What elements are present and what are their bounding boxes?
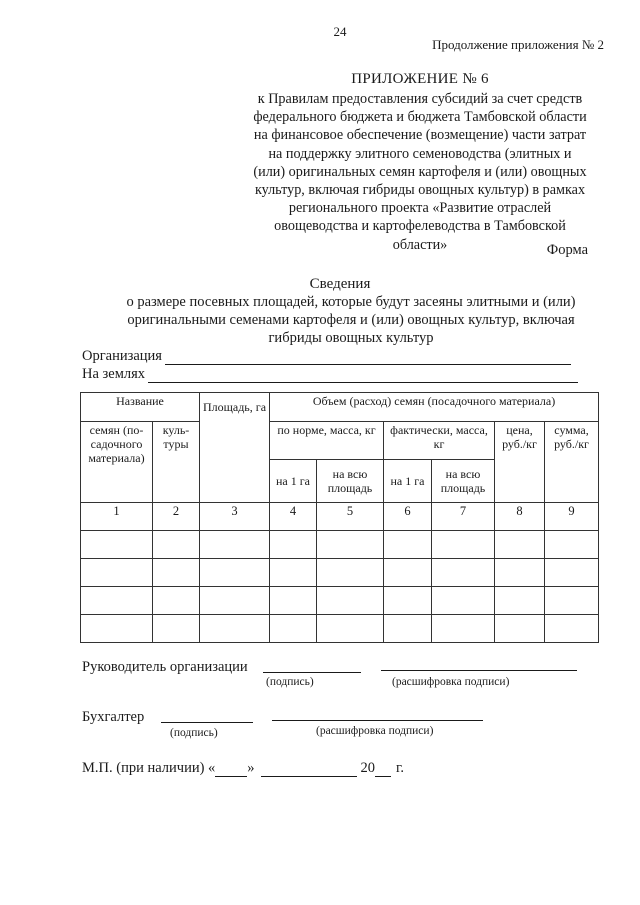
table-cell[interactable] (81, 559, 153, 587)
continuation-note: Продолжение приложения № 2 (432, 37, 604, 52)
table-cell[interactable] (317, 559, 384, 587)
table-cell[interactable] (200, 615, 270, 643)
stamp-label: М.П. (при наличии) « (82, 760, 216, 776)
page-number: 24 (333, 24, 347, 39)
appendix-subtitle-line: к Правилам предоставления субсидий за счет средств (257, 91, 583, 107)
table-cell[interactable] (384, 531, 432, 559)
table-cell[interactable] (270, 587, 317, 615)
table-cell[interactable] (200, 587, 270, 615)
accountant-signature-line[interactable] (161, 722, 253, 723)
appendix-subtitle-line: овощеводства и картофелеводства в Тамбовской (274, 218, 566, 235)
head-signature-line[interactable] (263, 672, 361, 673)
header-sum: сумма, руб./кг (545, 422, 599, 503)
appendix-title: ПРИЛОЖЕНИЕ № 6 (351, 71, 489, 87)
table-cell[interactable] (270, 615, 317, 643)
table-cell[interactable] (545, 587, 599, 615)
table-cell[interactable] (81, 615, 153, 643)
table-cell[interactable] (317, 587, 384, 615)
column-number: 2 (153, 503, 200, 531)
table-cell[interactable] (153, 587, 200, 615)
land-label: На землях (82, 366, 146, 382)
table-row (81, 587, 599, 615)
table-cell[interactable] (495, 615, 545, 643)
table-cell[interactable] (200, 559, 270, 587)
appendix-subtitle-line: на финансовое обеспечение (возмещение) части затрат (253, 127, 587, 144)
header-actual: фактически, масса, кг (384, 422, 495, 460)
header-by-norm: по норме, масса, кг (270, 422, 384, 460)
accountant-decode-hint: (расшифровка подписи) (316, 725, 434, 737)
table-cell[interactable] (432, 559, 495, 587)
table-cell[interactable] (495, 587, 545, 615)
column-number: 7 (432, 503, 495, 531)
head-decode-line[interactable] (381, 670, 577, 671)
header-per-ha: на 1 га (270, 460, 317, 503)
year-prefix: 20 (360, 760, 376, 776)
document-subtitle (96, 293, 606, 347)
date-month-line[interactable] (261, 764, 357, 777)
document-subtitle-line: оригинальными семенами картофеля и (или) овощных культур, включая (127, 312, 575, 328)
stamp-quote-close: » (247, 760, 255, 776)
appendix-subtitle-line: (или) оригинальных семян картофеля и (или) овощных (253, 163, 587, 180)
accountant-decode-line[interactable] (272, 720, 483, 721)
accountant-label: Бухгалтер (82, 709, 145, 725)
head-label: Руководитель организации (82, 659, 248, 675)
appendix-subtitle-line: культур, включая гибриды овощных культур) в рамках (254, 182, 586, 199)
column-number: 9 (545, 503, 599, 531)
appendix-subtitle-line: регионального проекта «Развитие отраслей (288, 200, 552, 217)
table-row (81, 615, 599, 643)
seed-area-table (80, 392, 599, 643)
land-field (82, 366, 578, 383)
land-input-line[interactable] (148, 369, 578, 383)
table-cell[interactable] (153, 531, 200, 559)
table-cell[interactable] (384, 615, 432, 643)
organization-input-line[interactable] (165, 351, 571, 365)
header-area: Площадь, га (200, 393, 270, 503)
table-cell[interactable] (200, 531, 270, 559)
column-number: 4 (270, 503, 317, 531)
table-cell[interactable] (153, 615, 200, 643)
header-name: Название (81, 393, 200, 422)
table-cell[interactable] (545, 531, 599, 559)
table-row (81, 559, 599, 587)
document-subtitle-line: о размере посевных площадей, которые будут засеяны элитными и (или) (126, 294, 576, 310)
header-price: цена, руб./кг (495, 422, 545, 503)
header-total-area-actual: на всю площадь (432, 460, 495, 503)
table-cell[interactable] (432, 587, 495, 615)
table-cell[interactable] (495, 531, 545, 559)
header-seeds: семян (по-садочного материала) (81, 422, 153, 503)
column-number: 1 (81, 503, 153, 531)
organization-label: Организация (82, 348, 162, 364)
table-cell[interactable] (495, 559, 545, 587)
appendix-subtitle-line: области» (392, 236, 448, 253)
column-number: 5 (317, 503, 384, 531)
year-suffix: г. (396, 760, 404, 776)
table-cell[interactable] (317, 531, 384, 559)
stamp-date-row (82, 760, 404, 777)
table-cell[interactable] (81, 587, 153, 615)
appendix-subtitle-line: на поддержку элитного семеноводства (элитных и (268, 145, 572, 162)
header-per-ha-actual: на 1 га (384, 460, 432, 503)
header-total-area: на всю площадь (317, 460, 384, 503)
accountant-signature-hint: (подпись) (170, 727, 218, 739)
document-title: Сведения (309, 276, 371, 292)
table-cell[interactable] (432, 615, 495, 643)
table-row (81, 531, 599, 559)
organization-field (82, 348, 571, 365)
document-subtitle-line: гибриды овощных культур (268, 330, 434, 346)
date-day-line[interactable] (215, 764, 247, 777)
appendix-subtitle (222, 90, 618, 254)
table-cell[interactable] (153, 559, 200, 587)
table-cell[interactable] (384, 559, 432, 587)
table-cell[interactable] (432, 531, 495, 559)
head-signature-hint: (подпись) (266, 676, 314, 688)
table-cell[interactable] (545, 559, 599, 587)
column-number: 8 (495, 503, 545, 531)
table-cell[interactable] (317, 615, 384, 643)
header-crops: куль-туры (153, 422, 200, 503)
head-decode-hint: (расшифровка подписи) (392, 676, 510, 688)
header-volume: Объем (расход) семян (посадочного материала) (270, 393, 599, 422)
column-number: 3 (200, 503, 270, 531)
form-label: Форма (546, 242, 588, 258)
table-cell[interactable] (81, 531, 153, 559)
column-number: 6 (384, 503, 432, 531)
date-year-line[interactable] (375, 764, 391, 777)
table-cell[interactable] (545, 615, 599, 643)
table-cell[interactable] (270, 531, 317, 559)
column-number-row (81, 503, 599, 531)
appendix-subtitle-line: федерального бюджета и бюджета Тамбовской области (253, 109, 587, 126)
table-cell[interactable] (384, 587, 432, 615)
table-cell[interactable] (270, 559, 317, 587)
